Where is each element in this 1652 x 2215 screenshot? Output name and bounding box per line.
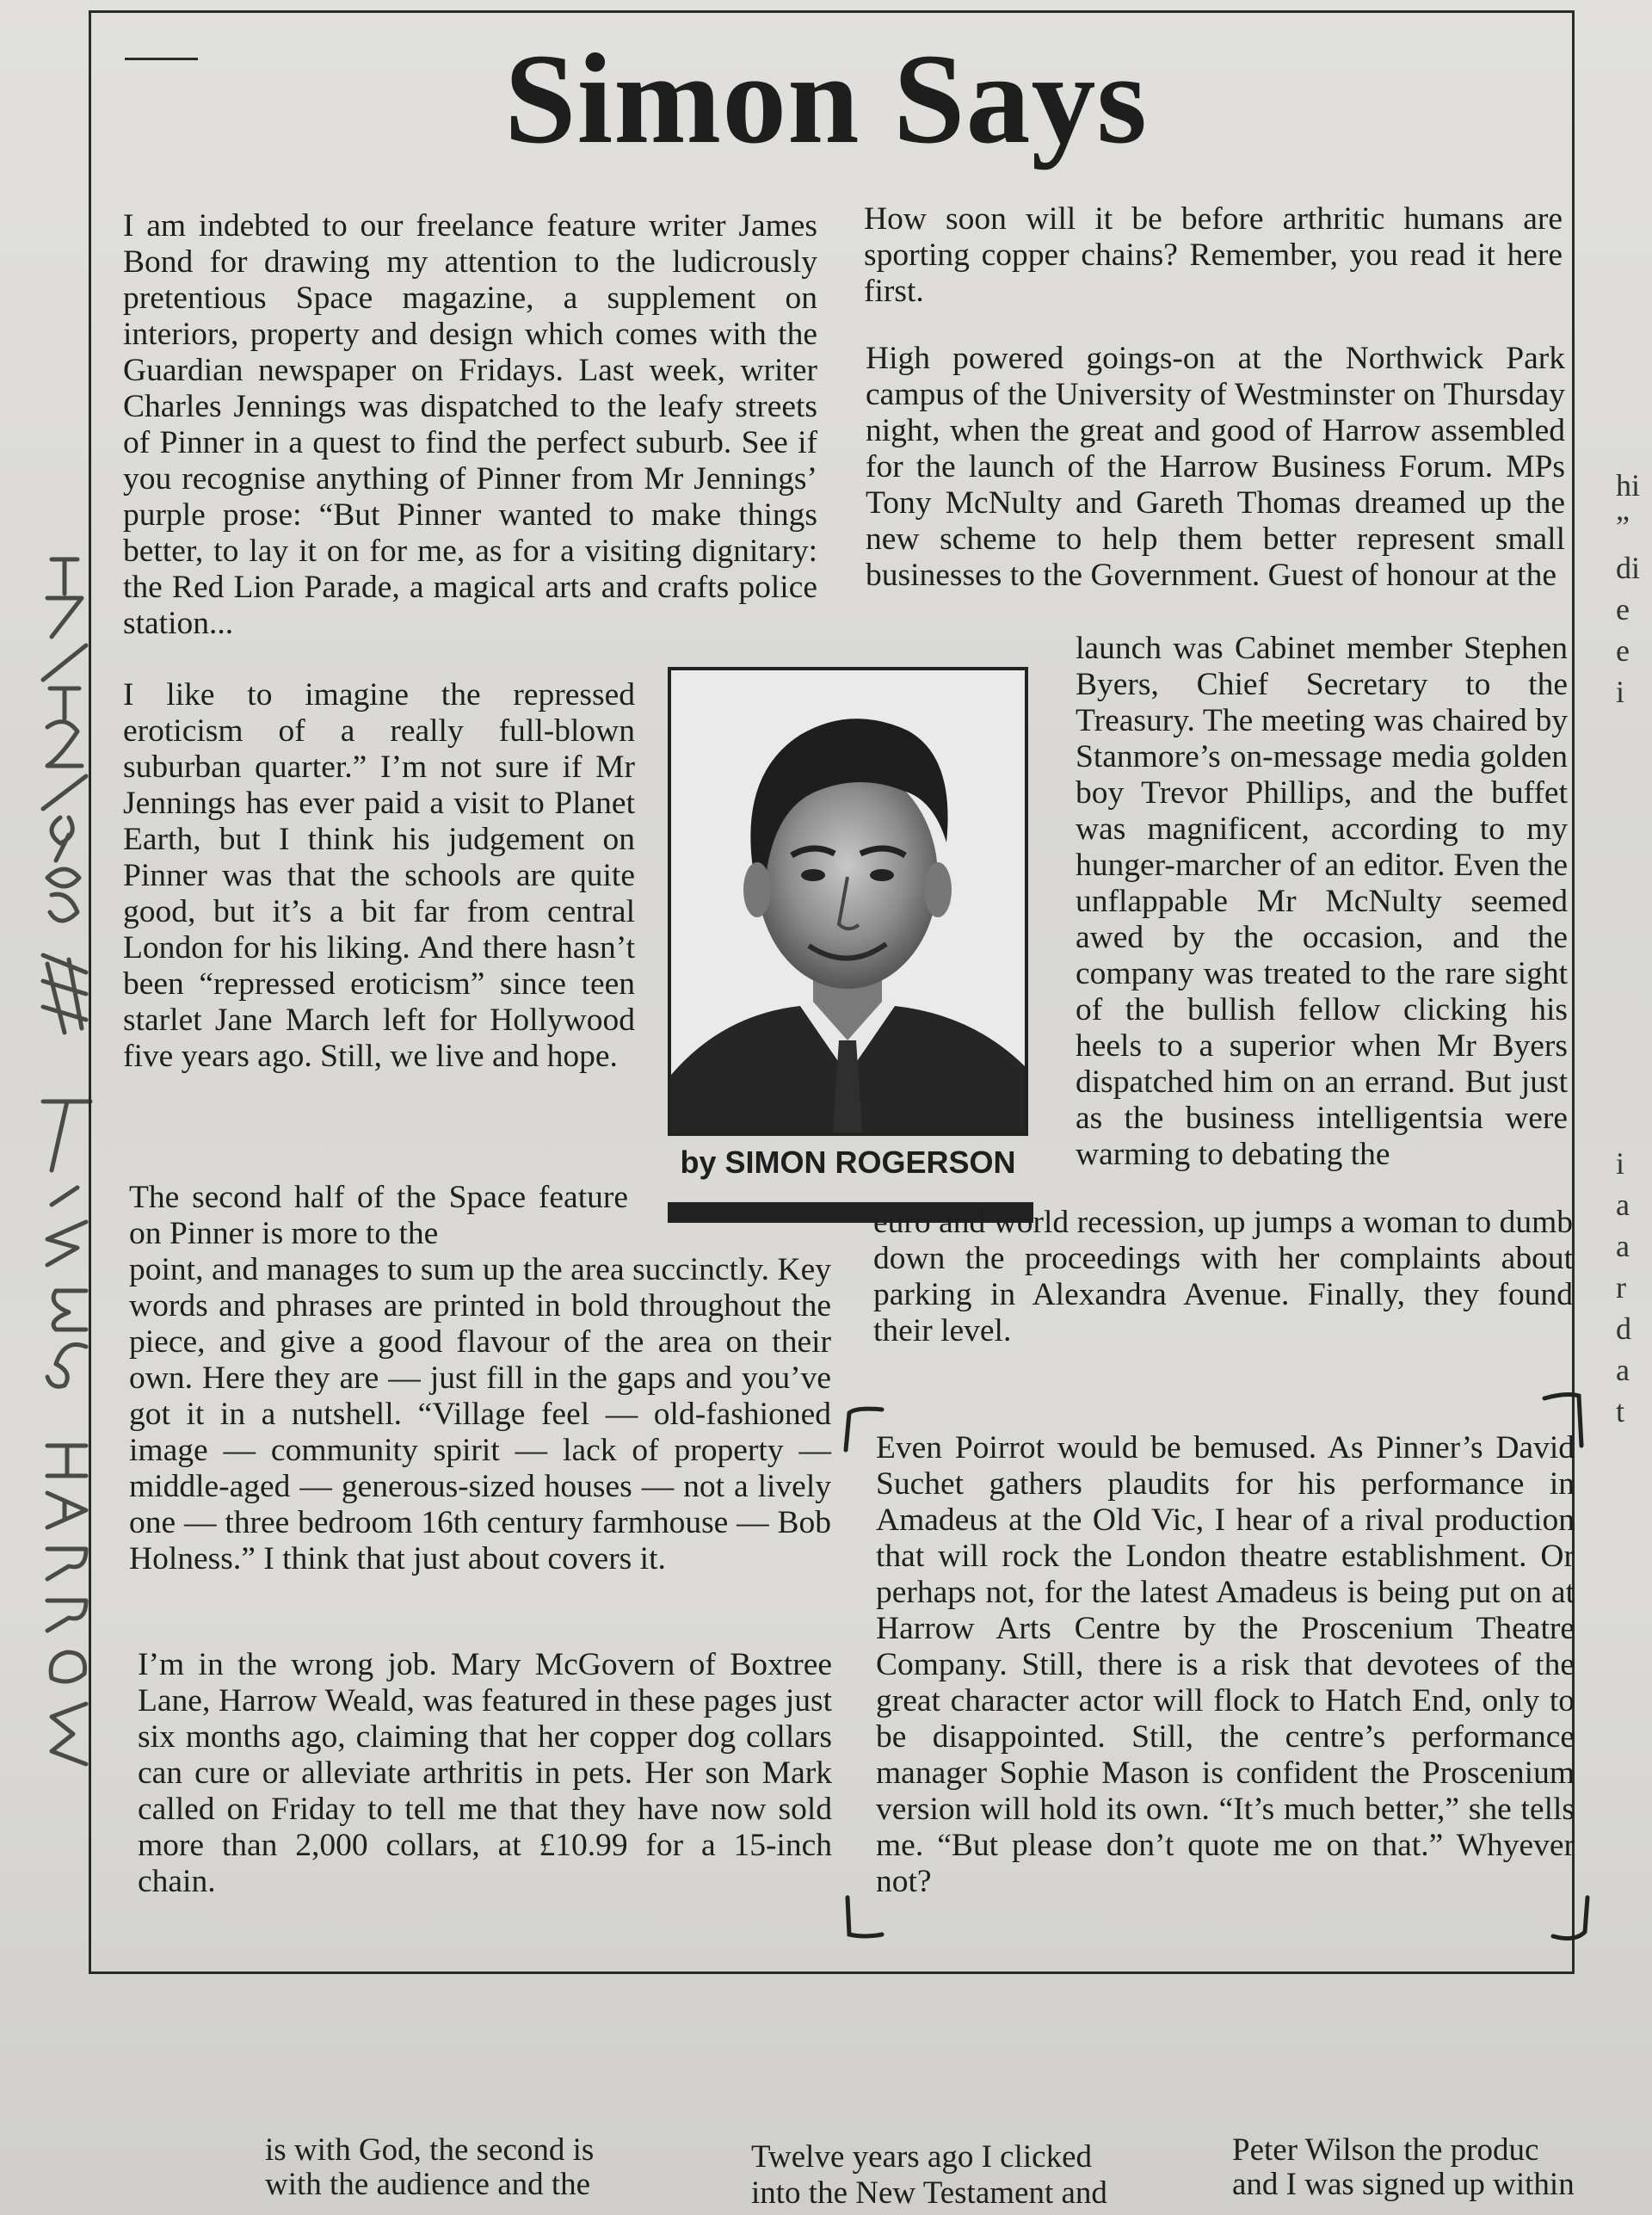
edge-fragment: a bbox=[1616, 1353, 1630, 1387]
edge-fragment: e bbox=[1616, 633, 1630, 668]
paragraph-key-words: point, and manages to sum up the area succinctly. Key words and phrases are printed in bold throughout the piece, and give a good flavour of the area on their own. Here they are — just fill in the gaps and you’ve got it in a nutshell. “Village feel — old-fashioned image — community spirit — lack of property — middle-aged — generous-sized houses — not a lively one — three bedroom 16th century farmhouse — Bob Holness.” I think that just about covers it. bbox=[129, 1252, 831, 1576]
next-article-line: and I was signed up within bbox=[1232, 2167, 1575, 2202]
bracket-bottom-left bbox=[839, 1893, 891, 1945]
next-article-line: Peter Wilson the produc bbox=[1232, 2132, 1539, 2168]
next-article-line: Twelve years ago I clicked bbox=[751, 2139, 1092, 2175]
edge-fragment: a bbox=[1616, 1188, 1630, 1222]
paragraph-arthritic-humans: How soon will it be before arthritic humans are sporting copper chains? Remember, you read it here first. bbox=[864, 201, 1563, 309]
byline: by SIMON ROGERSON bbox=[680, 1145, 1016, 1180]
edge-fragment: i bbox=[1616, 675, 1625, 709]
edge-fragment: a bbox=[1616, 1229, 1630, 1263]
paragraph-second-half-start: The second half of the Space feature on Pinner is more to the bbox=[129, 1180, 628, 1251]
edge-fragment: hi bbox=[1616, 468, 1641, 503]
paragraph-space-magazine: I am indebted to our freelance feature writer James Bond for drawing my attention to the ludicrously pretentious Space magazine, a supplement on interiors, property and design which comes with the Guardian newspaper on Fridays. Last week, writer Charles Jennings was dispatched to the leafy streets of Pinner in a quest to find the perfect suburb. See if you recognise anything of Pinner from Mr Jennings’ purple prose: “But Pinner wanted to make things better, to lay it on for me, as for a visiting dignitary: the Red Lion Parade, a magical arts and crafts police station... bbox=[123, 208, 817, 641]
author-portrait-image bbox=[671, 670, 1025, 1132]
edge-fragment: ” bbox=[1616, 509, 1630, 544]
paragraph-repressed-eroticism: I like to imagine the repressed eroticism of a really full-blown suburban quarter.” I’m not sure if Mr Jennings has ever paid a visit to Planet Earth, but I think his judgement on Pinner was that the schools are quite good, but it’s a bit far from central London for his liking. And there hasn’t been “repressed eroticism” since teen starlet Jane March left for Hollywood five years ago. Still, we live and hope. bbox=[123, 677, 635, 1074]
edge-fragment: r bbox=[1616, 1270, 1626, 1305]
edge-fragments bbox=[1616, 465, 1652, 1432]
paragraph-copper-collars: I’m in the wrong job. Mary McGovern of Boxtree Lane, Harrow Weald, was featured in these pages just six months ago, claiming that her copper dog collars can cure or alleviate arthritis in pets. Her son Mark called on Friday to tell me that they have now sold more than 2,000 collars, at £10.99 for a 15-inch chain. bbox=[138, 1647, 832, 1899]
next-article-line: into the New Testament and bbox=[751, 2175, 1107, 2211]
edge-fragment: t bbox=[1616, 1394, 1625, 1428]
edge-fragment: e bbox=[1616, 592, 1630, 626]
edge-fragment: d bbox=[1616, 1311, 1631, 1346]
paragraph-business-forum-start: High powered goings-on at the Northwick Park campus of the University of Westminster on Thursday night, when the great and good of Harrow assembled for the launch of the Harrow Business Forum. MPs Tony McNulty and Gareth Thomas dreamed up the new scheme to help them better represent small businesses to the Government. Guest of honour at the bbox=[866, 341, 1565, 593]
edge-fragment: di bbox=[1616, 551, 1641, 585]
author-photo bbox=[668, 667, 1028, 1136]
paragraph-poirrot-amadeus: Even Poirrot would be bemused. As Pinner’s David Suchet gathers plaudits for his performance in Amadeus at the Old Vic, I hear of a rival production that will rock the London theatre establishment. Or perhaps not, for the latest Amadeus is being put on at Harrow Arts Centre by the Proscenium Theatre Company. Still, there is a risk that devotees of the great character actor will flock to Hatch End, only to be disappointed. Still, the centre’s performance manager Sophie Mason is confident the Proscenium version will hold its own. “It’s much better,” she tells me. “But please don’t quote me on that.” Whyever not? bbox=[876, 1430, 1575, 1899]
next-article-line: with the audience and the bbox=[265, 2167, 591, 2202]
bracket-top-left bbox=[839, 1403, 891, 1454]
bracket-bottom-right bbox=[1549, 1889, 1600, 1949]
next-article-line: is with God, the second is bbox=[265, 2132, 595, 2168]
bracket-top-right bbox=[1540, 1385, 1592, 1450]
paragraph-business-forum-middle: launch was Cabinet member Stephen Byers, Chief Secretary to the Treasury. The meeting was chaired by Stanmore’s on-message media golden boy Trevor Phillips, and the buffet was magnificent, according to my hunger-marcher of an editor. Even the unflappable Mr McNulty seemed awed by the occasion, and the company was treated to the rare sight of the bullish fellow clicking his heels to a superior when Mr Byers dispatched him on an errand. But just as the business intelligentsia were warming to debating the bbox=[1076, 631, 1568, 1172]
column-title: Simon Says bbox=[504, 28, 1148, 170]
paragraph-business-forum-end: euro and world recession, up jumps a woman to dumb down the proceedings with her complaints about parking in Alexandra Avenue. Finally, they found their level. bbox=[873, 1205, 1573, 1348]
edge-fragment: i bbox=[1616, 1146, 1625, 1181]
